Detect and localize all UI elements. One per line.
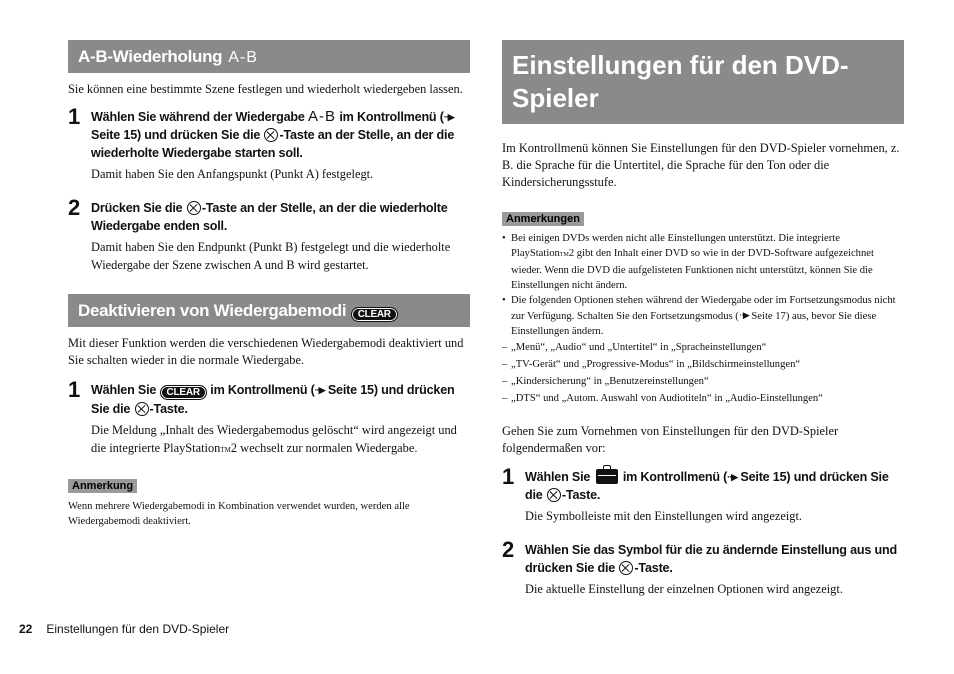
- step-number: 1: [68, 104, 81, 129]
- text: Drücken Sie die: [91, 201, 183, 215]
- step-title: [91, 381, 470, 418]
- toolbox-icon: [596, 469, 618, 484]
- note-tag: Anmerkung: [68, 479, 137, 493]
- clear-button-icon: CLEAR: [160, 385, 207, 400]
- dvd-step-2: [502, 537, 904, 598]
- dash-item: – „TV-Gerät“ und „Progressive-Modus“ in „Bildschirmeinstellungen“: [502, 356, 904, 373]
- text: -Taste an der Stelle, an der die wiederholte Wiedergabe enden soll.: [91, 201, 448, 233]
- page-number: 22: [19, 622, 33, 636]
- text: 2 gibt den Inhalt einer DVD so wie in der DVD-Software aufgezeichnet wieder. Wenn die DVD die aufgelisteten Funktionen nicht unterstützt, können Sie die Einstellungen nicht ändern.: [511, 248, 874, 291]
- text: 2 wechselt zur normalen Wiedergabe.: [230, 441, 418, 455]
- text: -Taste.: [149, 402, 188, 416]
- notes-list: [502, 231, 904, 339]
- text: im Kontrollmenü (: [210, 383, 315, 397]
- note-item: [502, 231, 904, 293]
- dash-item: – „DTS“ und „Autom. Auswahl von Audiotiteln“ in „Audio-Einstellungen“: [502, 390, 904, 407]
- section-heading-clear: [68, 294, 470, 327]
- notes-block: [502, 209, 904, 407]
- cross-button-icon: [135, 402, 149, 416]
- step-number: 2: [502, 537, 515, 562]
- step-title: [91, 108, 470, 162]
- dash-list: [502, 339, 904, 407]
- step-description: Die aktuelle Einstellung der einzelnen Optionen wird angezeigt.: [525, 582, 843, 596]
- text: Wählen Sie: [91, 383, 157, 397]
- right-column: [502, 40, 904, 598]
- text: -Taste.: [634, 561, 673, 575]
- clear-note: [68, 476, 470, 529]
- text: im Kontrollmenü (: [622, 470, 728, 484]
- text: Seite 15) und drücken Sie die: [525, 470, 889, 502]
- text: Wählen Sie während der Wiedergabe: [91, 110, 305, 124]
- text: im Kontrollmenü (: [339, 110, 444, 124]
- dash-item: – „Kindersicherung“ in „Benutzereinstellungen“: [502, 373, 904, 390]
- step-title: [91, 199, 470, 235]
- step-number: 1: [502, 464, 515, 489]
- step-description: Die Symbolleiste mit den Einstellungen wird angezeigt.: [525, 509, 803, 523]
- reference-arrow-icon: ··▶: [738, 310, 749, 320]
- note-text: Wenn mehrere Wiedergabemodi in Kombination verwendet wurden, werden alle Wiedergabemodi deaktiviert.: [68, 501, 410, 527]
- footer-title: Einstellungen für den DVD-Spieler: [46, 622, 230, 636]
- text: Seite 17) aus, bevor Sie diese Einstellungen ändern.: [511, 311, 877, 337]
- step-description: Damit haben Sie den Endpunkt (Punkt B) festgelegt und die wiederholte Wiedergabe der Szene zwischen A und B wird gestartet.: [91, 240, 451, 272]
- reference-arrow-icon: ··▶: [314, 385, 325, 395]
- ab-intro: Sie können eine bestimmte Szene festlegen und wiederholt wiedergeben lassen.: [68, 82, 463, 96]
- step-number: 1: [68, 377, 81, 402]
- step-title: [525, 541, 904, 577]
- reference-arrow-icon: ··▶: [727, 472, 738, 482]
- ab-symbol: A-B: [308, 108, 337, 125]
- text: Die Meldung „Inhalt des Wiedergabemodus gelöscht“ wird angezeigt und die integrierte PlayStation: [91, 423, 457, 455]
- pre-steps-text: Gehen Sie zum Vornehmen von Einstellungen für den DVD-Spieler folgendermaßen vor:: [502, 424, 839, 455]
- section-heading-ab-repeat: [68, 40, 470, 73]
- step-number: 2: [68, 195, 81, 220]
- dvd-step-1: [502, 464, 904, 525]
- clear-step-1: [68, 377, 470, 459]
- clear-button-icon: CLEAR: [351, 307, 398, 322]
- section-title: Deaktivieren von Wiedergabemodi: [78, 301, 347, 320]
- page-footer: [19, 622, 229, 636]
- text: Die folgenden Optionen stehen während der Wiedergabe oder im Fortsetzungsmodus nicht zur Verfügung. Schalten Sie den Fortsetzungsmodus (: [511, 295, 896, 322]
- trademark: TM: [559, 252, 569, 258]
- text: Seite 15) und drücken Sie die: [91, 128, 261, 142]
- page-title: Einstellungen für den DVD-Spieler: [502, 40, 904, 124]
- note-item: [502, 293, 904, 339]
- text: Seite 15) und drücken Sie die: [91, 383, 455, 416]
- step-description: [91, 421, 470, 459]
- step-title: [525, 468, 904, 504]
- text: -Taste.: [561, 488, 601, 502]
- left-column: [68, 40, 470, 529]
- trademark: TM: [220, 446, 231, 454]
- cross-button-icon: [264, 128, 278, 142]
- step-description: Damit haben Sie den Anfangspunkt (Punkt A) festgelegt.: [91, 167, 374, 181]
- ab-step-1: [68, 104, 470, 183]
- text: Wählen Sie: [525, 470, 591, 484]
- text: Wählen Sie das Symbol für die zu ändernde Einstellung aus und drücken Sie die: [525, 543, 897, 575]
- reference-arrow-icon: ··▶: [443, 112, 454, 122]
- cross-button-icon: [619, 561, 633, 575]
- cross-button-icon: [547, 488, 561, 502]
- text: -Taste an der Stelle, an der die wiederholte Wiedergabe starten soll.: [91, 128, 455, 160]
- cross-button-icon: [187, 201, 201, 215]
- dash-item: – „Menü“, „Audio“ und „Untertitel“ in „Spracheinstellungen“: [502, 339, 904, 356]
- notes-tag: Anmerkungen: [502, 212, 584, 226]
- clear-intro: Mit dieser Funktion werden die verschiedenen Wiedergabemodi deaktiviert und Sie schalten wieder in die normale Wiedergabe.: [68, 336, 464, 367]
- ab-step-2: [68, 195, 470, 274]
- right-intro: Im Kontrollmenü können Sie Einstellungen für den DVD-Spieler vornehmen, z. B. die Sprache für die Untertitel, die Sprache für den Ton oder die Kindersicherungsstufe.: [502, 141, 900, 189]
- section-title: A-B-Wiederholung: [78, 47, 223, 66]
- text: Bei einigen DVDs werden nicht alle Einstellungen unterstützt. Die integrierte PlayStation: [511, 233, 840, 259]
- ab-symbol: A-B: [228, 49, 258, 66]
